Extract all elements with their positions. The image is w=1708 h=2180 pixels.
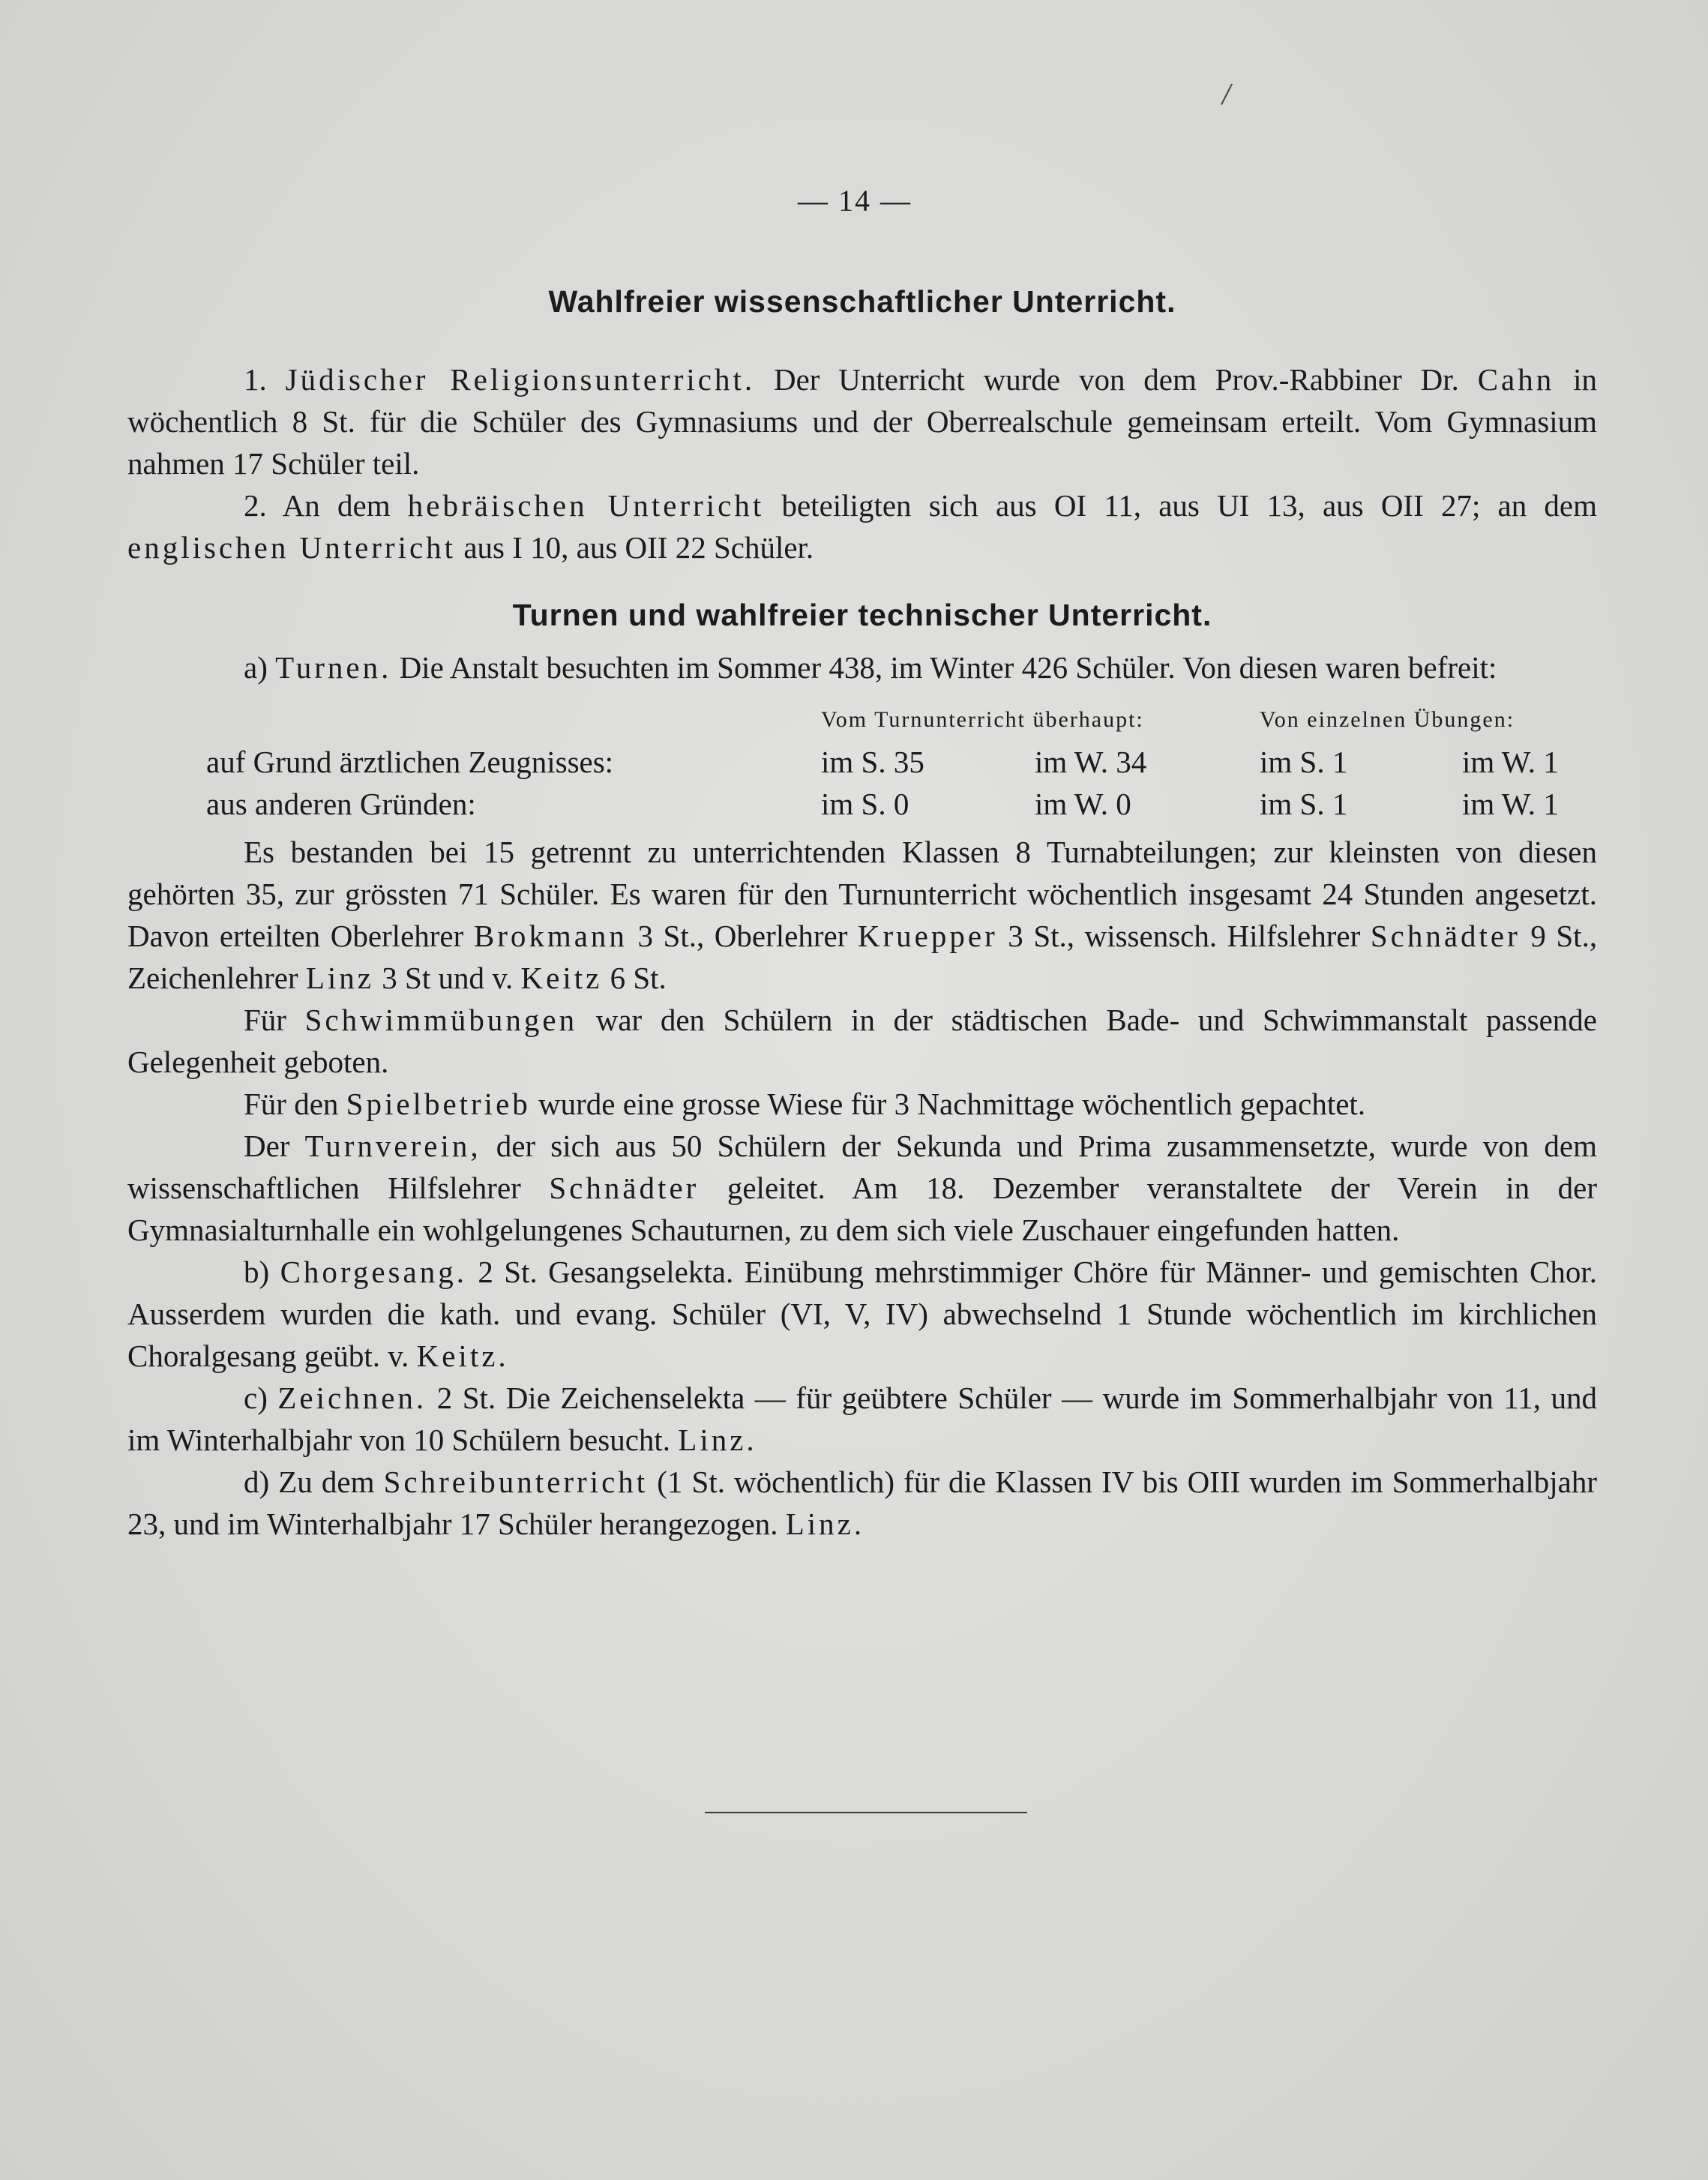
term-hebraeisch: hebräischen Unterricht [407, 488, 765, 523]
paragraph-sprachen: 2. An dem hebräischen Unterricht beteiligten sich aus OI 11, aus UI 13, aus OII 27; an dem englischen Unterricht aus I 10, aus OII 22 Schüler. [127, 488, 1598, 565]
paragraph-zeichnen: c) Zeichnen. 2 St. Die Zeichenselekta — für geübtere Schüler — wurde im Sommerhalbjahr von 11, und im Winterhalbjahr von 10 Schülern besucht. Linz. [127, 1381, 1597, 1457]
term-religion: Jüdischer Religionsunterricht. [285, 362, 756, 397]
table-header-row [127, 699, 1597, 741]
pencil-mark: / [1219, 75, 1234, 113]
paragraph-religion: 1. Jüdischer Religionsunterricht. Der Unterricht wurde von dem Prov.-Rabbiner Dr. Cahn in wöchentlich 8 St. für die Schüler des Gymnasiums und der Oberrealschule gemeinsam erteilt. Vom Gymnasium nahmen 17 Schüler teil. [127, 362, 1598, 481]
paragraph-schreiben: d) Zu dem Schreibunterricht (1 St. wöchentlich) für die Klassen IV bis OIII wurden im Sommerhalbjahr 23, und im Winterhalbjahr 17 Schüler herangezogen. Linz. [127, 1465, 1598, 1541]
page-content [127, 180, 1597, 1545]
term-englisch: englischen Unterricht [127, 530, 457, 565]
befreiungs-table [127, 699, 1597, 825]
term-turnen: Turnen. [275, 650, 392, 685]
section-end-rule [705, 1812, 1027, 1813]
header-ueberhaupt: Vom Turnunterricht überhaupt: [821, 707, 1144, 732]
paragraph-chorgesang: b) Chorgesang. 2 St. Gesangselekta. Einübung mehrstimmiger Chöre für Männer- und gemischten Chor. Ausserdem wurden die kath. und evang. Schüler (VI, V, IV) abwechselnd 1 Stunde wöchentlich im kirchlichen Choralgesang geübt. v. Keitz. [127, 1255, 1598, 1373]
paragraph-schwimmen: Für Schwimmübungen war den Schülern in der städtischen Bade- und Schwimmanstalt passende Gelegenheit geboten. [127, 1003, 1598, 1079]
paragraph-turnverein: Der Turnverein, der sich aus 50 Schülern der Sekunda und Prima zusammensetzte, wurde von dem wissenschaftlichen Hilfslehrer Schnädter geleitet. Am 18. Dezember veranstaltete der Verein in der Gymnasialturnhalle ein wohlgelungenes Schauturnen, zu dem sich viele Zuschauer eingefunden hatten. [127, 1129, 1598, 1247]
page-number: — 14 — [798, 184, 912, 217]
paragraph-turnen: a) Turnen. Die Anstalt besuchten im Sommer 438, im Winter 426 Schüler. Von diesen waren befreit: [244, 650, 1497, 685]
table-row: aus anderen Gründen: im S. 0 im W. 0 im S. 1 im W. 1 [206, 787, 1559, 821]
paragraph-abteilungen: Es bestanden bei 15 getrennt zu unterrichtenden Klassen 8 Turnabteilungen; zur kleinsten von diesen gehörten 35, zur grössten 71 Schüler. Es waren für den Turnunterricht wöchentlich insgesamt 24 Stunden angesetzt. Davon erteilten Oberlehrer Brokmann 3 St., Oberlehrer Kruepper 3 St., wissensch. Hilfslehrer Schnädter 9 St., Zeichenlehrer Linz 3 St und v. Keitz 6 St. [127, 835, 1598, 995]
name-cahn: Cahn [1477, 362, 1555, 397]
header-einzelne: Von einzelnen Übungen: [1260, 707, 1515, 732]
table-row: auf Grund ärztlichen Zeugnisses: im S. 35 im W. 34 im S. 1 im W. 1 [206, 745, 1559, 779]
section-title-wissenschaftlich: Wahlfreier wissenschaftlicher Unterricht. [548, 284, 1176, 319]
paragraph-spielbetrieb: Für den Spielbetrieb wurde eine grosse Wiese für 3 Nachmittage wöchentlich gepachtet. [244, 1087, 1366, 1121]
section-title-technisch: Turnen und wahlfreier technischer Unterricht. [512, 598, 1212, 632]
